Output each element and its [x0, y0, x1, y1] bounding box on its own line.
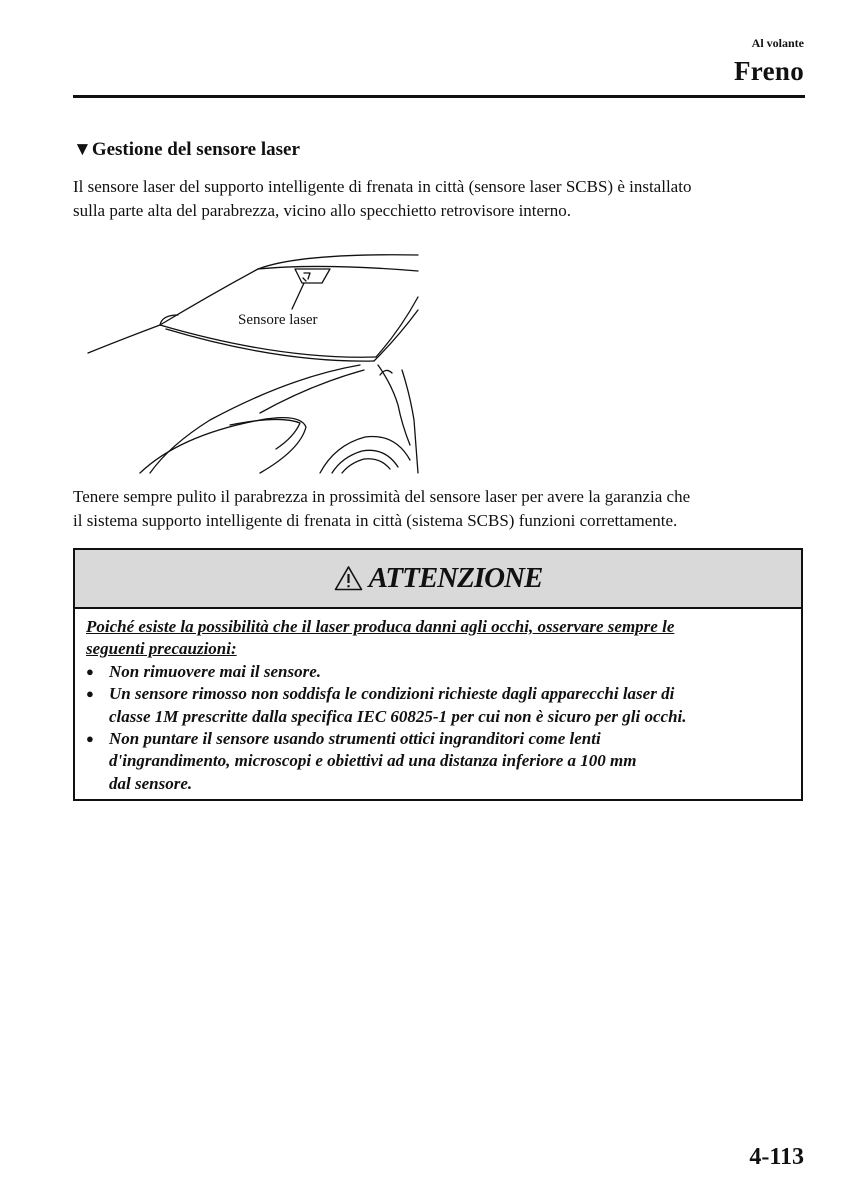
sensor-callout-label: Sensore laser [238, 312, 318, 328]
page-number: 4-113 [749, 1144, 804, 1170]
triangle-marker-icon: ▼ [73, 139, 92, 160]
warning-body [75, 609, 801, 795]
paragraph-line: il sistema supporto intelligente di frenata in città (sistema SCBS) funzioni correttamente. [73, 510, 678, 530]
bullet-line: dal sensore. [109, 773, 193, 793]
header-rule [73, 95, 805, 98]
bullet-dot-icon: ● [86, 663, 94, 679]
warning-bullet [86, 683, 791, 728]
chapter-title: Freno [734, 56, 804, 86]
warning-intro [86, 616, 791, 661]
warning-intro-line: seguenti precauzioni: [86, 639, 237, 659]
warning-intro-line: Poiché esiste la possibilità che il laser produca danni agli occhi, osservare sempre le [86, 617, 675, 636]
bullet-line: Non rimuovere mai il sensore. [109, 661, 322, 681]
warning-bullet [86, 661, 791, 683]
maintenance-paragraph [73, 485, 808, 532]
bullet-dot-icon: ● [86, 731, 94, 747]
section-label: Al volante [751, 36, 804, 50]
intro-paragraph [73, 175, 808, 222]
paragraph-line: Il sensore laser del supporto intelligente di frenata in città (sensore laser SCBS) è installato [73, 177, 692, 196]
warning-triangle-icon [334, 565, 363, 591]
paragraph-line: sulla parte alta del parabrezza, vicino allo specchietto retrovisore interno. [73, 200, 571, 220]
warning-title: ATTENZIONE [368, 562, 543, 594]
warning-box [73, 548, 803, 801]
windshield-sensor-illustration [80, 245, 425, 475]
bullet-line: classe 1M prescritte dalla specifica IEC 60825-1 per cui non è sicuro per gli occhi. [109, 706, 687, 726]
bullet-line: Non puntare il sensore usando strumenti ottici ingranditori come lenti [109, 729, 601, 749]
warning-bullet [86, 728, 791, 795]
section-heading-title: Gestione del sensore laser [91, 139, 300, 160]
bullet-line: d'ingrandimento, microscopi e obiettivi ad una distanza inferiore a 100 mm [109, 751, 637, 771]
paragraph-line: Tenere sempre pulito il parabrezza in prossimità del sensore laser per avere la garanzia che [73, 487, 691, 506]
bullet-line: Un sensore rimosso non soddisfa le condizioni richieste dagli apparecchi laser di [109, 684, 675, 704]
section-heading [73, 139, 300, 161]
bullet-dot-icon: ● [86, 686, 94, 702]
warning-header [75, 550, 801, 609]
